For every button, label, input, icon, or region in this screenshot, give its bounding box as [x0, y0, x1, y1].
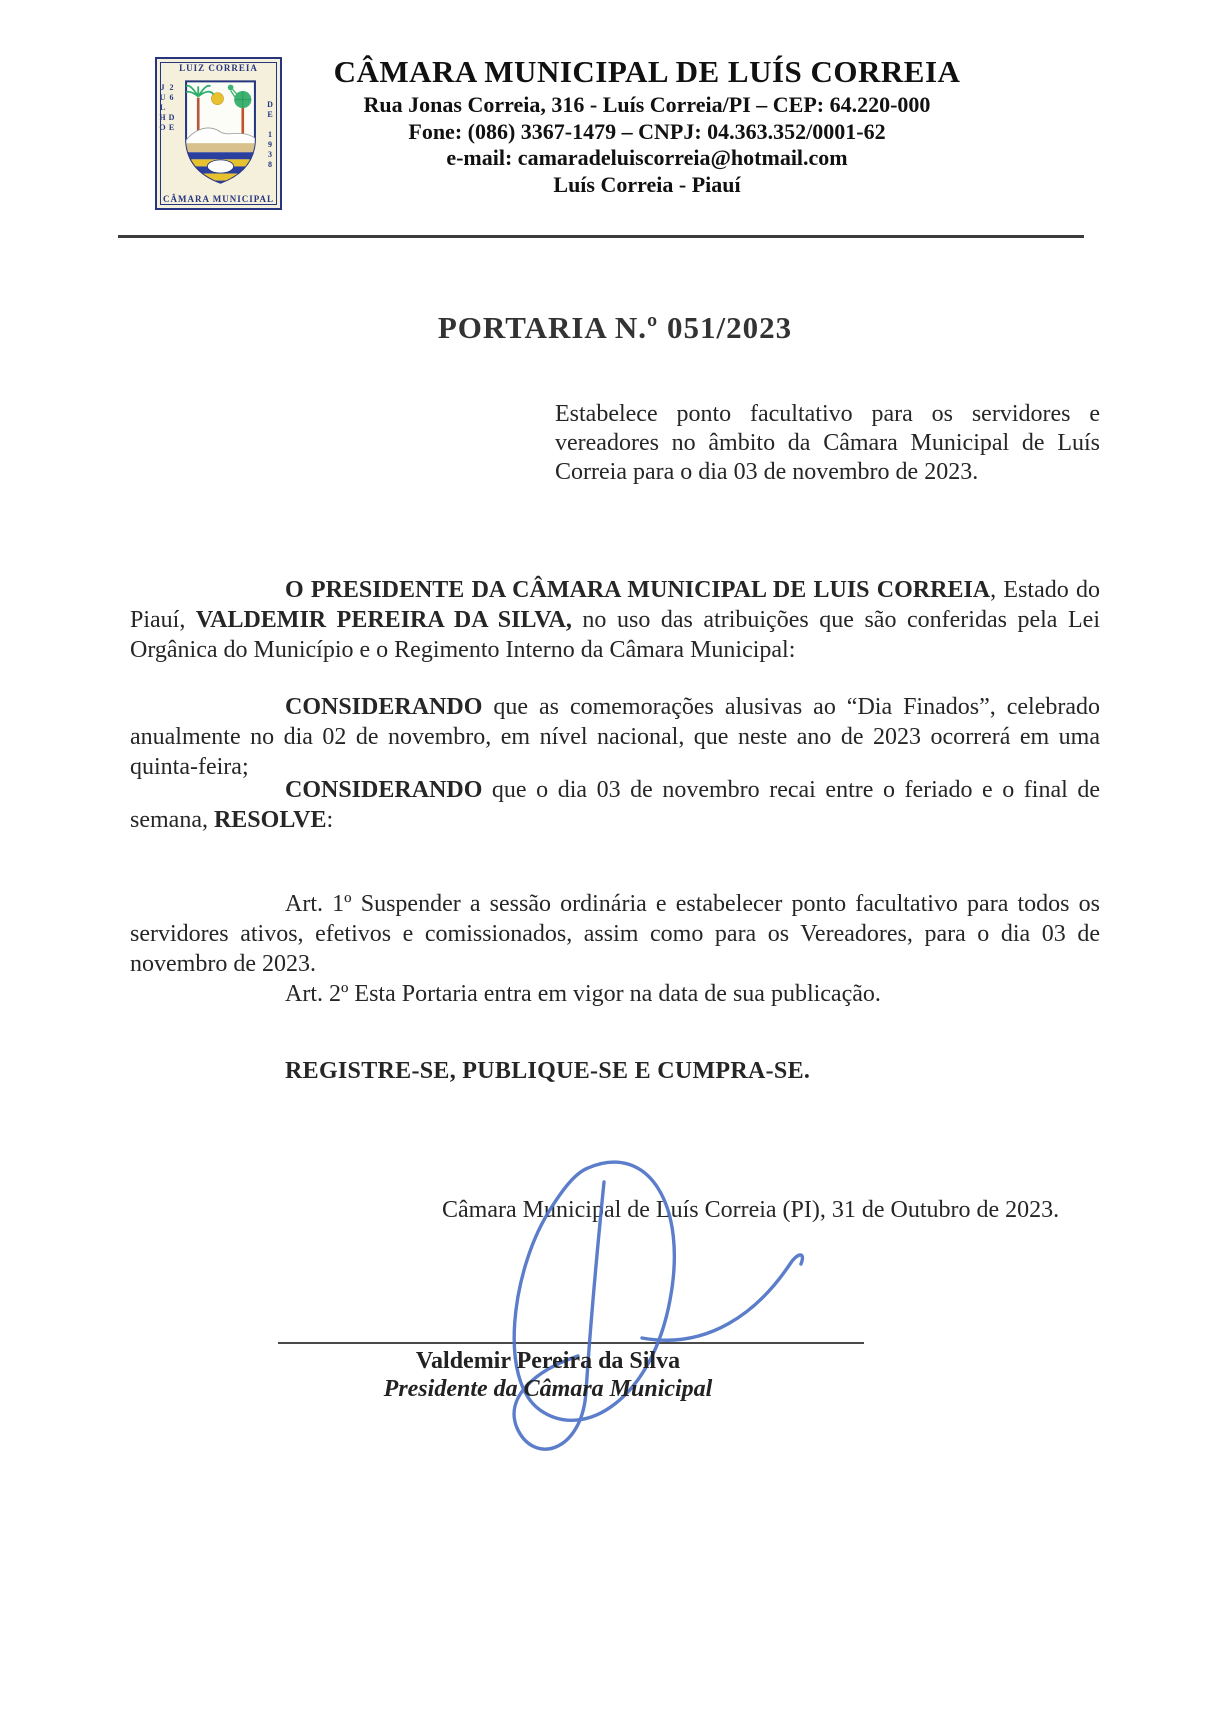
preamble-bold-presidente: O PRESIDENTE DA CÂMARA MUNICIPAL DE LUIS CORREIA	[285, 577, 991, 603]
letterhead-divider	[118, 235, 1084, 238]
document-title: PORTARIA N.º 051/2023	[437, 310, 793, 345]
signature-line	[278, 1342, 864, 1344]
logo-left-label: 26 DE JULHO	[158, 83, 176, 133]
municipal-coat-of-arms	[155, 57, 282, 210]
dateline: Câmara Municipal de Luís Correia (PI), 31 de Outubro de 2023.	[442, 1197, 1060, 1223]
considerando-2-text: que o dia 03 de novembro recai entre o feriado e o final de semana,	[130, 777, 1100, 833]
logo-bottom-label: CÂMARA MUNICIPAL	[162, 194, 275, 204]
letterhead-phone-cnpj: Fone: (086) 3367-1479 – CNPJ: 04.363.352/0001-62	[408, 118, 886, 144]
signer-role: Presidente da Câmara Municipal	[383, 1375, 713, 1402]
letterhead-address: Rua Jonas Correia, 316 - Luís Correia/PI – CEP: 64.220-000	[363, 92, 931, 117]
handwritten-signature-icon	[450, 1120, 870, 1480]
considerando-1-text: que as comemorações alusivas ao “Dia Finados”, celebrado anualmente no dia 02 de novembro, em nível nacional, que neste ano de 2023 ocorrerá em uma quinta-feira;	[130, 694, 1100, 780]
coat-of-arms-shield-icon	[181, 77, 260, 187]
preamble-text-1: , Estado do Piauí,	[130, 577, 1100, 633]
document-summary: Estabelece ponto facultativo para os servidores e vereadores no âmbito da Câmara Municipal de Luís Correia para o dia 03 de novembro de 2023.	[555, 401, 1100, 485]
resolve-keyword: RESOLVE	[213, 807, 327, 833]
preamble-paragraph	[130, 575, 1100, 665]
organization-name: CÂMARA MUNICIPAL DE LUÍS CORREIA	[333, 54, 961, 89]
signer-name: Valdemir Pereira da Silva	[415, 1348, 681, 1374]
considerando-1-keyword: CONSIDERANDO	[285, 694, 483, 720]
considerando-1-paragraph	[130, 692, 1100, 782]
preamble-text-2: no uso das atribuições que são conferidas pela Lei Orgânica do Município e o Regimento Interno da Câmara Municipal:	[130, 607, 1100, 663]
article-2-paragraph: Art. 2º Esta Portaria entra em vigor na data de sua publicação.	[285, 981, 881, 1007]
letterhead	[282, 52, 1012, 198]
signer-block	[268, 1348, 828, 1403]
closing-order: REGISTRE-SE, PUBLIQUE-SE E CUMPRA-SE.	[285, 1058, 811, 1084]
logo-top-label: LUIZ CORREIA	[179, 63, 258, 73]
logo-right-label: DE 1938	[265, 99, 275, 170]
considerando-2-keyword: CONSIDERANDO	[285, 777, 483, 803]
letterhead-location: Luís Correia - Piauí	[553, 171, 741, 197]
considerando-2-paragraph	[130, 775, 1100, 835]
preamble-bold-name: VALDEMIR PEREIRA DA SILVA,	[195, 607, 572, 633]
considerando-2-colon: :	[326, 807, 334, 833]
article-1-paragraph: Art. 1º Suspender a sessão ordinária e estabelecer ponto facultativo para todos os servidores ativos, efetivos e comissionados, assim como para os Vereadores, para o dia 03 de novembro de 2023.	[130, 891, 1100, 977]
letterhead-email: e-mail: camaradeluiscorreia@hotmail.com	[446, 145, 848, 170]
